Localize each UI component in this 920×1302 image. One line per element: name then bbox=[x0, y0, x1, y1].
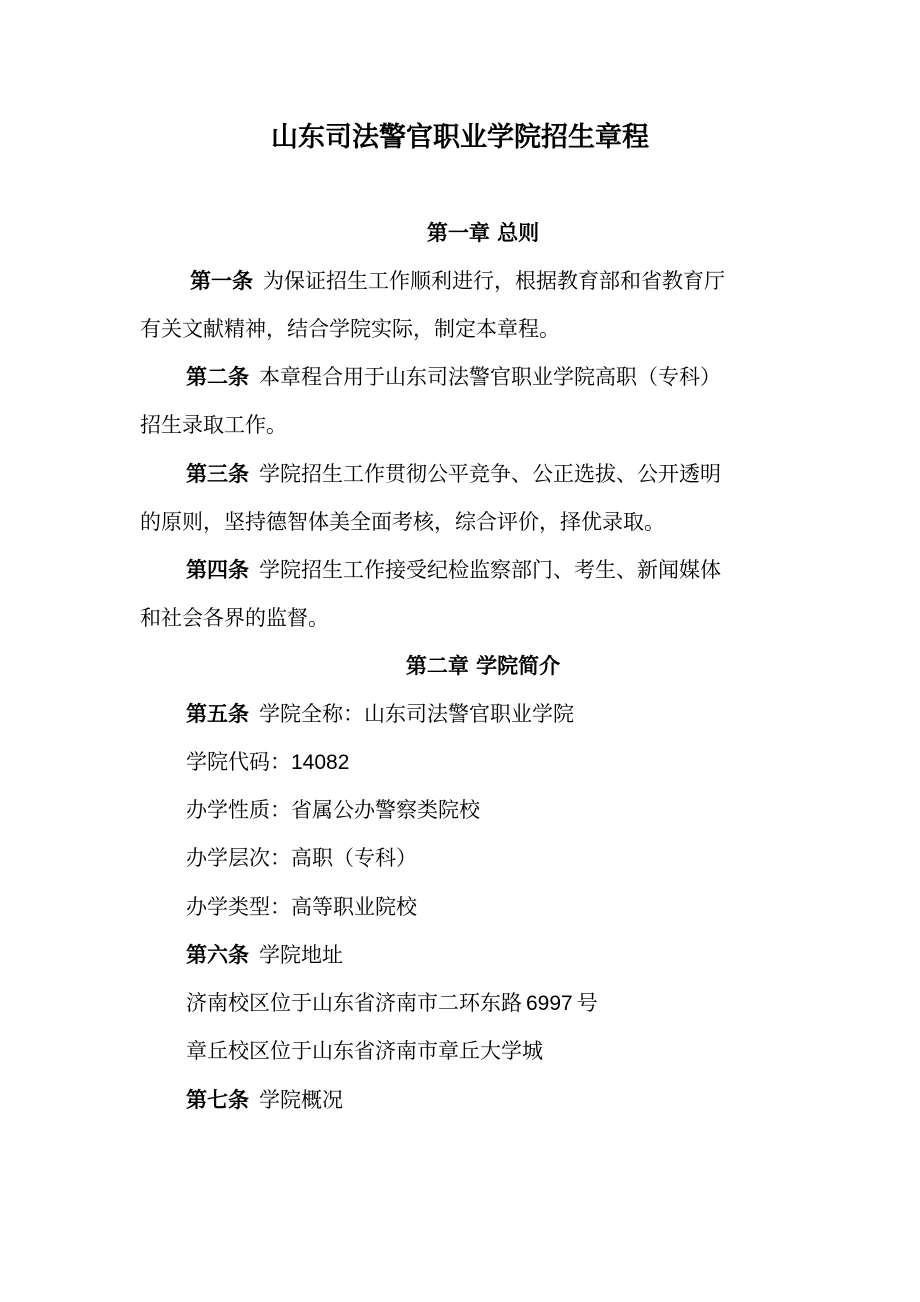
article-4-line-2: 和社会各界的监督。 bbox=[140, 606, 329, 630]
college-code-label: 学院代码： bbox=[186, 750, 291, 774]
chapter-2-heading: 第二章 学院简介 bbox=[405, 654, 561, 678]
college-code-value: 14082 bbox=[291, 751, 350, 774]
school-nature-line: 办学性质：省属公办警察类院校 bbox=[186, 798, 480, 822]
article-4-line-1 bbox=[186, 555, 721, 585]
article-6-line bbox=[186, 940, 343, 970]
article-7-text: 学院概况 bbox=[259, 1088, 343, 1112]
article-6-text: 学院地址 bbox=[259, 943, 343, 967]
article-3-line-1 bbox=[186, 459, 721, 489]
article-2-line-1 bbox=[186, 362, 721, 392]
college-code-line bbox=[186, 747, 349, 778]
article-1-text: 为保证招生工作顺利进行，根据教育部和省教育厅 bbox=[263, 269, 725, 293]
article-1-line-1 bbox=[190, 266, 725, 296]
article-1-label: 第一条 bbox=[190, 269, 253, 293]
jinan-campus-line bbox=[186, 988, 598, 1019]
article-5-line bbox=[186, 699, 574, 729]
article-2-text: 本章程合用于山东司法警官职业学院高职（专科） bbox=[259, 365, 721, 389]
article-3-line-2: 的原则，坚持德智体美全面考核，综合评价，择优录取。 bbox=[140, 510, 665, 534]
article-3-text: 学院招生工作贯彻公平竞争、公正选拔、公开透明 bbox=[259, 462, 721, 486]
jinan-campus-prefix: 济南校区位于山东省济南市二环东路 bbox=[186, 991, 522, 1015]
article-7-label: 第七条 bbox=[186, 1088, 249, 1112]
article-3-label: 第三条 bbox=[186, 462, 249, 486]
article-6-label: 第六条 bbox=[186, 943, 249, 967]
jinan-campus-number: 6997 bbox=[526, 992, 573, 1015]
article-2-label: 第二条 bbox=[186, 365, 249, 389]
document-title: 山东司法警官职业学院招生章程 bbox=[271, 122, 649, 153]
article-4-label: 第四条 bbox=[186, 558, 249, 582]
article-5-label: 第五条 bbox=[186, 702, 249, 726]
article-5-text: 学院全称：山东司法警官职业学院 bbox=[259, 702, 574, 726]
jinan-campus-suffix: 号 bbox=[576, 991, 598, 1015]
school-level-line: 办学层次：高职（专科） bbox=[186, 846, 417, 870]
article-7-line bbox=[186, 1085, 343, 1115]
article-1-line-2: 有关文献精神，结合学院实际，制定本章程。 bbox=[140, 317, 560, 341]
article-2-line-2: 招生录取工作。 bbox=[140, 413, 287, 437]
zhangqiu-campus-line: 章丘校区位于山东省济南市章丘大学城 bbox=[186, 1039, 543, 1063]
article-4-text: 学院招生工作接受纪检监察部门、考生、新闻媒体 bbox=[259, 558, 721, 582]
chapter-1-heading: 第一章 总则 bbox=[426, 221, 540, 245]
school-type-line: 办学类型：高等职业院校 bbox=[186, 895, 417, 919]
